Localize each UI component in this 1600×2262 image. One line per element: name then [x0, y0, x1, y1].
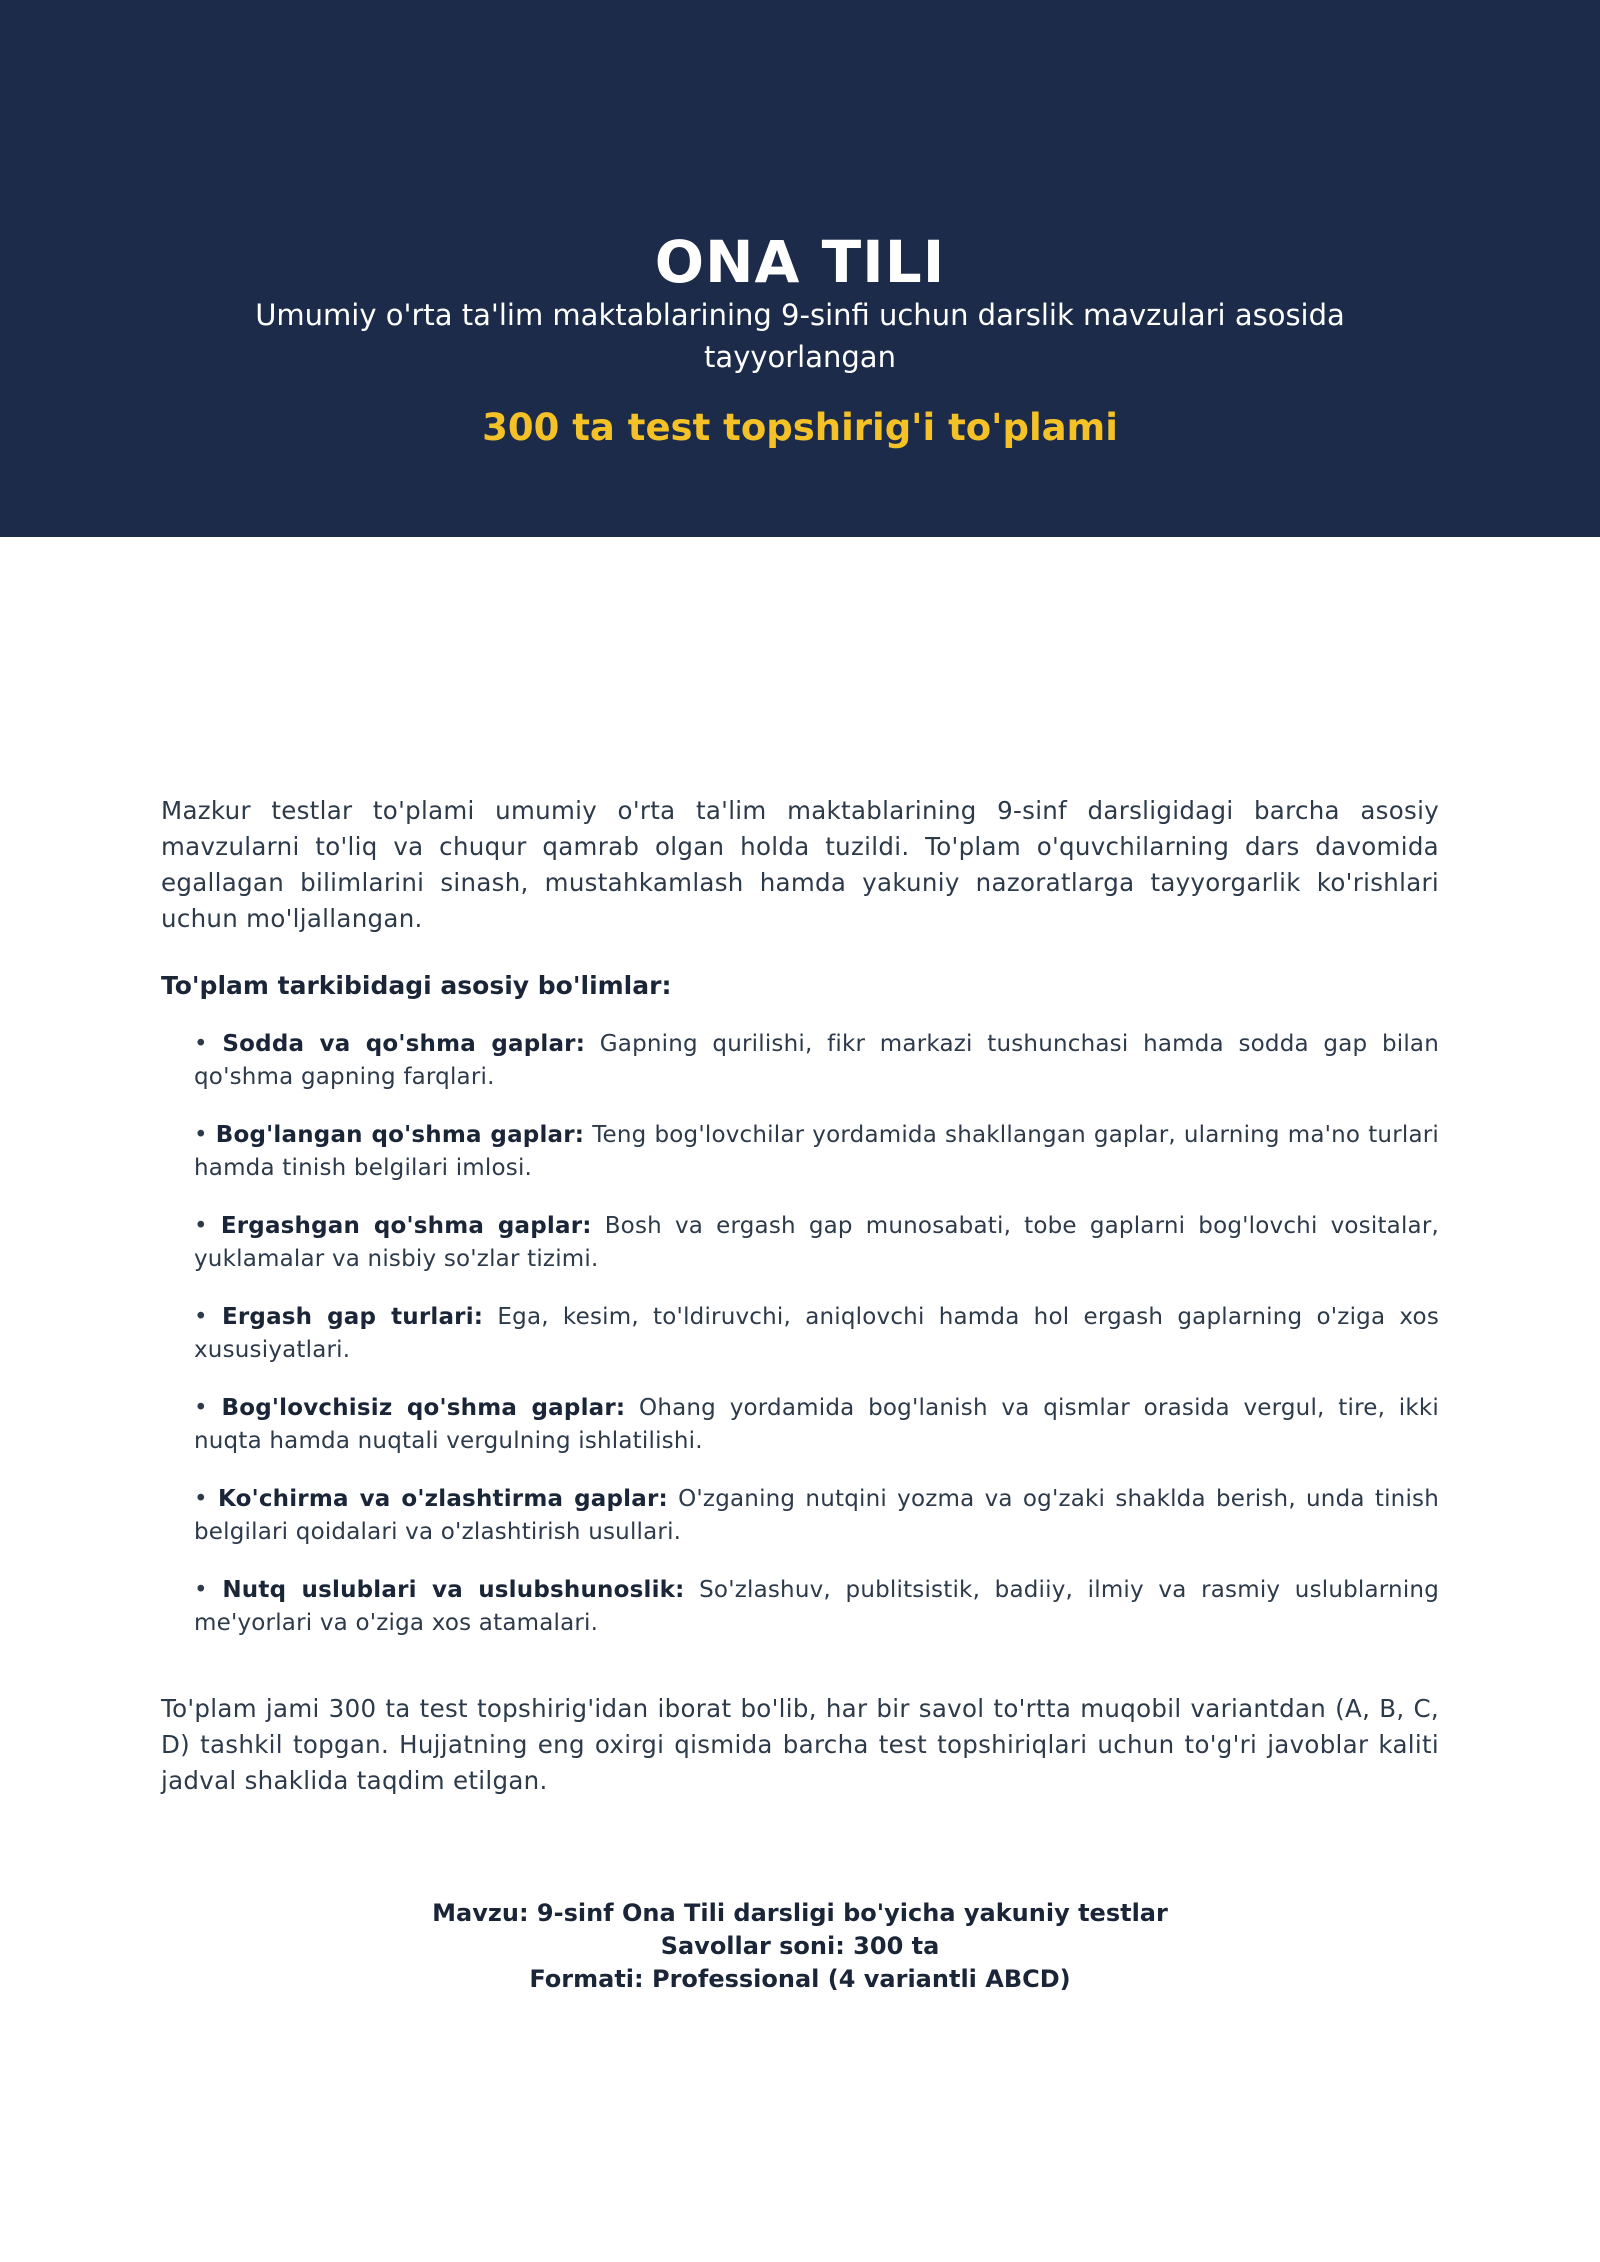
- list-item-desc: Ega, kesim, to'ldiruvchi, aniqlovchi hamda hol ergash gaplarning o'ziga xos xususiyatlari.: [194, 1304, 1439, 1363]
- list-item: • Ergashgan qo'shma gaplar: Bosh va ergash gap munosabati, tobe gaplarni bog'lovchi vositalar, yuklamalar va nisbiy so'zlar tizimi.: [194, 1213, 1440, 1272]
- header-banner: [0, 0, 1600, 537]
- list-item-term: Ko'chirma va o'zlashtirma gaplar:: [217, 1486, 668, 1512]
- list-item-desc: Bosh va ergash gap munosabati, tobe gaplarni bog'lovchi vositalar, yuklamalar va nisbiy so'zlar tizimi.: [194, 1213, 1440, 1272]
- document-tagline: 300 ta test topshirig'i to'plami: [482, 406, 1118, 449]
- meta-topic: Mavzu: 9-sinf Ona Tili darsligi bo'yicha yakuniy testlar: [432, 1899, 1168, 1927]
- document-title: ONA TILI: [654, 228, 946, 296]
- sections-list: [194, 1028, 1439, 1640]
- list-item-desc: Teng bog'lovchilar yordamida shakllangan gaplar, ularning ma'no turlari hamda tinish belgilari imlosi.: [194, 1122, 1439, 1181]
- sections-heading: To'plam tarkibidagi asosiy bo'limlar:: [161, 971, 672, 1000]
- list-item-term: Ergash gap turlari:: [221, 1304, 484, 1330]
- list-item: • Bog'lovchisiz qo'shma gaplar: Ohang yordamida bog'lanish va qismlar orasida vergul, tire, ikki nuqta hamda nuqtali vergulning ishlatilishi.: [194, 1395, 1440, 1454]
- list-item-term: Nutq uslublari va uslubshunoslik:: [222, 1577, 685, 1603]
- list-item-desc: Gapning qurilishi, fikr markazi tushunchasi hamda sodda gap bilan qo'shma gapning farqlari.: [194, 1031, 1439, 1090]
- list-item-term: Ergashgan qo'shma gaplar:: [220, 1213, 592, 1239]
- list-item: • Sodda va qo'shma gaplar: Gapning qurilishi, fikr markazi tushunchasi hamda sodda gap bilan qo'shma gapning farqlari.: [194, 1031, 1439, 1090]
- list-item-term: Bog'lovchisiz qo'shma gaplar:: [221, 1395, 626, 1421]
- list-item: • Nutq uslublari va uslubshunoslik: So'zlashuv, publitsistik, badiiy, ilmiy va rasmiy uslublarning me'yorlari va o'ziga xos atamalari.: [194, 1577, 1440, 1636]
- list-item: • Ko'chirma va o'zlashtirma gaplar: O'zganing nutqini yozma va og'zaki shaklda berish, unda tinish belgilari qoidalari va o'zlashtirish usullari.: [194, 1486, 1439, 1545]
- meta-count: Savollar soni: 300 ta: [660, 1932, 940, 1960]
- list-item: • Ergash gap turlari: Ega, kesim, to'ldiruvchi, aniqlovchi hamda hol ergash gaplarning o'ziga xos xususiyatlari.: [194, 1304, 1439, 1363]
- list-item-desc: O'zganing nutqini yozma va og'zaki shaklda berish, unda tinish belgilari qoidalari va o'zlashtirish usullari.: [194, 1486, 1439, 1545]
- meta-format: Formati: Professional (4 variantli ABCD): [529, 1965, 1071, 1993]
- list-item-desc: So'zlashuv, publitsistik, badiiy, ilmiy va rasmiy uslublarning me'yorlari va o'ziga xos atamalari.: [194, 1577, 1440, 1636]
- list-item-term: Sodda va qo'shma gaplar:: [222, 1031, 586, 1057]
- document-subtitle: Umumiy o'rta ta'lim maktablarining 9-sinfi uchun darslik mavzulari asosida tayyorlangan: [255, 298, 1345, 374]
- document-meta: [0, 1897, 1600, 1996]
- list-item: • Bog'langan qo'shma gaplar: Teng bog'lovchilar yordamida shakllangan gaplar, ularning ma'no turlari hamda tinish belgilari imlosi.: [194, 1122, 1439, 1181]
- list-item-desc: Ohang yordamida bog'lanish va qismlar orasida vergul, tire, ikki nuqta hamda nuqtali vergulning ishlatilishi.: [194, 1395, 1440, 1454]
- document-body: [161, 793, 1439, 1799]
- summary-paragraph: To'plam jami 300 ta test topshirig'idan iborat bo'lib, har bir savol to'rtta muqobil variantdan (A, B, C, D) tashkil topgan. Hujjatning eng oxirgi qismida barcha test topshiriqlari uchun to'g'ri javoblar kaliti jadval shaklida taqdim etilgan.: [161, 1694, 1439, 1795]
- list-item-term: Bog'langan qo'shma gaplar:: [215, 1122, 585, 1148]
- intro-paragraph: Mazkur testlar to'plami umumiy o'rta ta'lim maktablarining 9-sinf darsligidagi barcha asosiy mavzularni to'liq va chuqur qamrab olgan holda tuzildi. To'plam o'quvchilarning dars davomida egallagan bilimlarini sinash, mustahkamlash hamda yakuniy nazoratlarga tayyorgarlik ko'rishlari uchun mo'ljallangan.: [161, 796, 1439, 933]
